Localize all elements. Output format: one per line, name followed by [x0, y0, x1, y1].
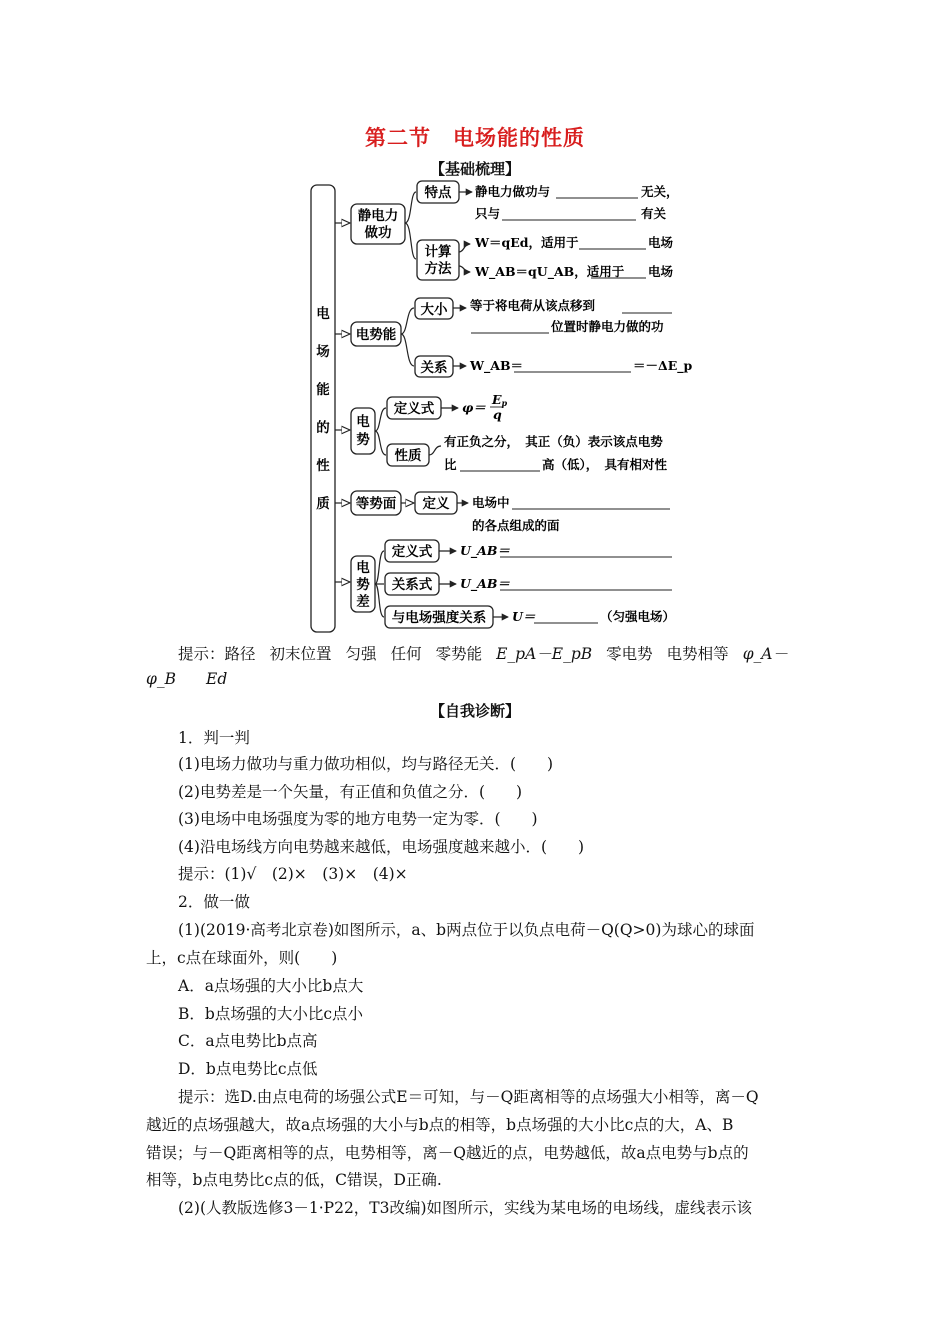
q2-1-answer-line-4: 相等，b点电势比c点的低，C错误，D正确. [146, 1171, 442, 1189]
node-electric-work-label-1: 静电力 [357, 208, 399, 224]
svg-text:势: 势 [356, 432, 370, 448]
section-heading-basics: 【基础梳理】 [429, 160, 520, 178]
svg-text:电: 电 [356, 560, 370, 576]
svg-text:特点: 特点 [424, 185, 452, 201]
svg-text:定义式: 定义式 [393, 401, 435, 417]
q2-title: 2．做一做 [178, 893, 250, 911]
svg-text:质: 质 [316, 496, 330, 512]
svg-text:计算: 计算 [424, 244, 452, 260]
option-d: D．b点电势比c点低 [178, 1060, 318, 1078]
q2-1-line-1: (1)(2019·高考北京卷)如图所示，a、b两点位于以负点电荷－Q(Q>0)为球心的球面 [178, 921, 755, 939]
svg-text:方法: 方法 [424, 261, 452, 277]
hint-answers-line-2: φ_B Ed [146, 670, 228, 688]
root-node [311, 185, 335, 632]
characteristic-text-1: 静电力做功与 [475, 184, 551, 199]
formula-w-qed: W＝qEd，适用于 [475, 235, 579, 250]
q2-2-line-1: (2)(人教版选修3－1·P22，T3改编)如图所示，实线为某电场的电场线，虚线表示该 [178, 1199, 753, 1217]
svg-text:性质: 性质 [394, 448, 422, 464]
equipotential-text-2: 的各点组成的面 [472, 518, 560, 533]
property-text-2: 比 [444, 457, 457, 472]
q2-1-answer-line-2: 越近的点场强越大，故a点场强的大小与b点的相等，b点场强的大小比c点的大，A、B [146, 1116, 734, 1134]
svg-text:性: 性 [316, 458, 330, 474]
svg-text:＝－ΔE_p: ＝－ΔE_p [633, 358, 693, 373]
svg-text:与电场强度关系: 与电场强度关系 [391, 610, 487, 626]
magnitude-text-2: 位置时静电力做的功 [551, 319, 664, 334]
q1-item-4: (4)沿电场线方向电势越来越低，电场强度越来越小．( ) [178, 838, 585, 856]
option-b: B．b点场强的大小比c点小 [178, 1005, 363, 1023]
svg-text:无关，: 无关， [641, 184, 679, 199]
svg-text:电: 电 [316, 306, 330, 322]
property-text-1: 有正负之分， 其正（负）表示该点电势 [444, 434, 663, 449]
section-heading-diagnosis: 【自我诊断】 [429, 702, 520, 720]
pd-field-u: U＝ [512, 609, 536, 624]
svg-text:Ep: Ep [492, 392, 508, 408]
option-a: A．a点场强的大小比b点大 [178, 977, 364, 995]
svg-text:（匀强电场）: （匀强电场） [600, 609, 676, 624]
node-electric-work-label-2: 做功 [364, 225, 392, 241]
magnitude-text-1: 等于将电荷从该点移到 [470, 298, 596, 313]
q2-1-line-2: 上，c点在球面外，则( ) [146, 949, 338, 967]
q1-item-3: (3)电场中电场强度为零的地方电势一定为零．( ) [178, 810, 538, 828]
svg-text:能: 能 [316, 382, 330, 398]
option-c: C．a点电势比b点高 [178, 1032, 318, 1050]
q1-item-2: (2)电势差是一个矢量，有正值和负值之分．( ) [178, 783, 523, 801]
svg-text:关系式: 关系式 [391, 577, 433, 593]
svg-text:关系: 关系 [420, 360, 448, 376]
equipotential-text-1: 电场中 [472, 495, 510, 510]
pd-definition-uab: U_AB＝ [460, 543, 510, 558]
svg-text:电: 电 [356, 414, 370, 430]
svg-text:定义式: 定义式 [391, 544, 433, 560]
phi-definition [462, 392, 508, 422]
svg-text:有关: 有关 [641, 206, 667, 221]
pd-relation-uab: U_AB＝ [460, 576, 510, 591]
q1-title: 1．判一判 [178, 729, 250, 747]
q1-answer: 提示：(1)√ (2)× (3)× (4)× [178, 865, 408, 883]
formula-wab-quab: W_AB＝qU_AB，适用于 [475, 264, 625, 279]
svg-text:场: 场 [316, 344, 330, 360]
hint-answers-line-1: 提示：路径 初末位置 匀强 任何 零势能 E_pA－E_pB 零电势 电势相等 φ_A－ [178, 645, 788, 663]
concept-map [0, 0, 950, 640]
q1-item-1: (1)电场力做功与重力做功相似，均与路径无关．( ) [178, 755, 554, 773]
svg-text:电场: 电场 [648, 235, 674, 250]
svg-text:等势面: 等势面 [355, 496, 397, 512]
characteristic-text-2: 只与 [475, 206, 501, 221]
svg-text:φ＝: φ＝ [462, 400, 486, 415]
page-title: 第二节 电场能的性质 [365, 125, 585, 150]
relation-wab: W_AB＝ [470, 358, 524, 373]
svg-text:势: 势 [356, 577, 370, 593]
svg-text:q: q [493, 407, 502, 422]
svg-text:大小: 大小 [420, 302, 448, 318]
q2-1-answer-line-3: 错误；与－Q距离相等的点，电势相等，离－Q越近的点，电势越低，故a点电势与b点的 [146, 1144, 749, 1162]
q2-1-answer-line-1: 提示：选D.由点电荷的场强公式E＝可知，与－Q距离相等的点场强大小相等，离－Q [178, 1088, 759, 1106]
svg-text:高（低）， 具有相对性: 高（低）， 具有相对性 [542, 457, 668, 472]
svg-text:定义: 定义 [422, 496, 450, 512]
svg-text:差: 差 [356, 594, 370, 610]
svg-text:电场: 电场 [648, 264, 674, 279]
svg-text:的: 的 [316, 420, 330, 436]
svg-text:电势能: 电势能 [355, 327, 397, 343]
